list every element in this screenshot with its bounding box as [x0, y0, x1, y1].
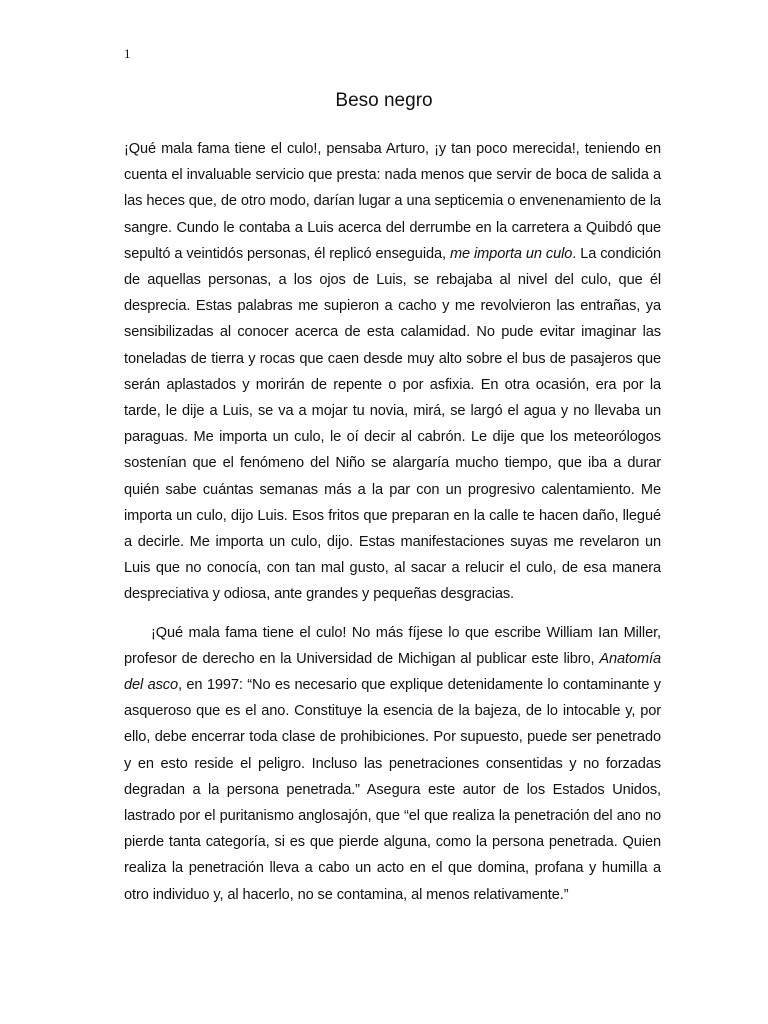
page-number: 1	[124, 46, 131, 61]
page-title: Beso negro	[335, 90, 433, 111]
paragraph-2	[124, 620, 661, 908]
paragraph-2-text-b: , en 1997: “No es necesario que explique detenidamente lo contaminante y asqueroso que es el ano. Constituye la esencia de la bajeza, de lo intocable y, por ello, debe encerrar toda clase de prohibiciones. Por supuesto, puede ser penetrado y en esto reside el peligro. Incluso las penetraciones consentidas y no forzadas degradan a la persona penetrada.” Asegura este autor de los Estados Unidos, lastrado por el puritanismo anglosajón, que “el que realiza la penetración del ano no pierde tanta categoría, si es que pierde alguna, como la persona penetrada. Quien realiza la penetración lleva a cabo un acto en el que domina, profana y humilla a otro individuo y, al hacerlo, no se contamina, al menos relativamente.”	[124, 677, 661, 903]
body-text	[124, 136, 661, 908]
paragraph-2-book-title: Anatomía del asco	[124, 650, 661, 694]
paragraph-1-text-b: . La condición de aquellas personas, a los ojos de Luis, se rebajaba al nivel del culo, que él desprecia. Estas palabras me supieron a cacho y me revolvieron las entrañas, ya sensibilizadas al conocer acerca de esta calamidad. No pude evitar imaginar las toneladas de tierra y rocas que caen desde muy alto sobre el bus de pasajeros que serán aplastados y morirán de repente o por asfixia. En otra ocasión, era por la tarde, le dije a Luis, se va a mojar tu novia, mirá, se largó el agua y no llevaba un paraguas. Me importa un culo, le oí decir al cabrón. Le dije que los meteorólogos sostenían que el fenómeno del Niño se alargaría mucho tiempo, que iba a durar quién sabe cuántas semanas más a la par con un progresivo calentamiento. Me importa un culo, dijo Luis. Esos fritos que preparan en la calle te hacen daño, llegué a decirle. Me importa un culo, dijo. Estas manifestaciones suyas me revelaron un Luis que no conocía, con tan mal gusto, al sacar a relucir el culo, de esa manera despreciativa y odiosa, ante grandes y pequeñas desgracias.	[124, 245, 661, 603]
paragraph-1-italic-phrase: me importa un culo	[449, 245, 573, 262]
paragraph-2-text-a: ¡Qué mala fama tiene el culo! No más fíjese lo que escribe William Ian Miller, profesor de derecho en la Universidad de Michigan al publicar este libro,	[124, 624, 661, 667]
paragraph-1-text-a: ¡Qué mala fama tiene el culo!, pensaba Arturo, ¡y tan poco merecida!, teniendo en cuenta el invaluable servicio que presta: nada menos que servir de boca de salida a las heces que, de otro modo, darían lugar a una septicemia o envenenamiento de la sangre. Cundo le contaba a Luis acerca del derrumbe en la carretera a Quibdó que sepultó a veintidós personas, él replicó enseguida,	[124, 141, 661, 262]
paragraph-1	[124, 136, 661, 608]
